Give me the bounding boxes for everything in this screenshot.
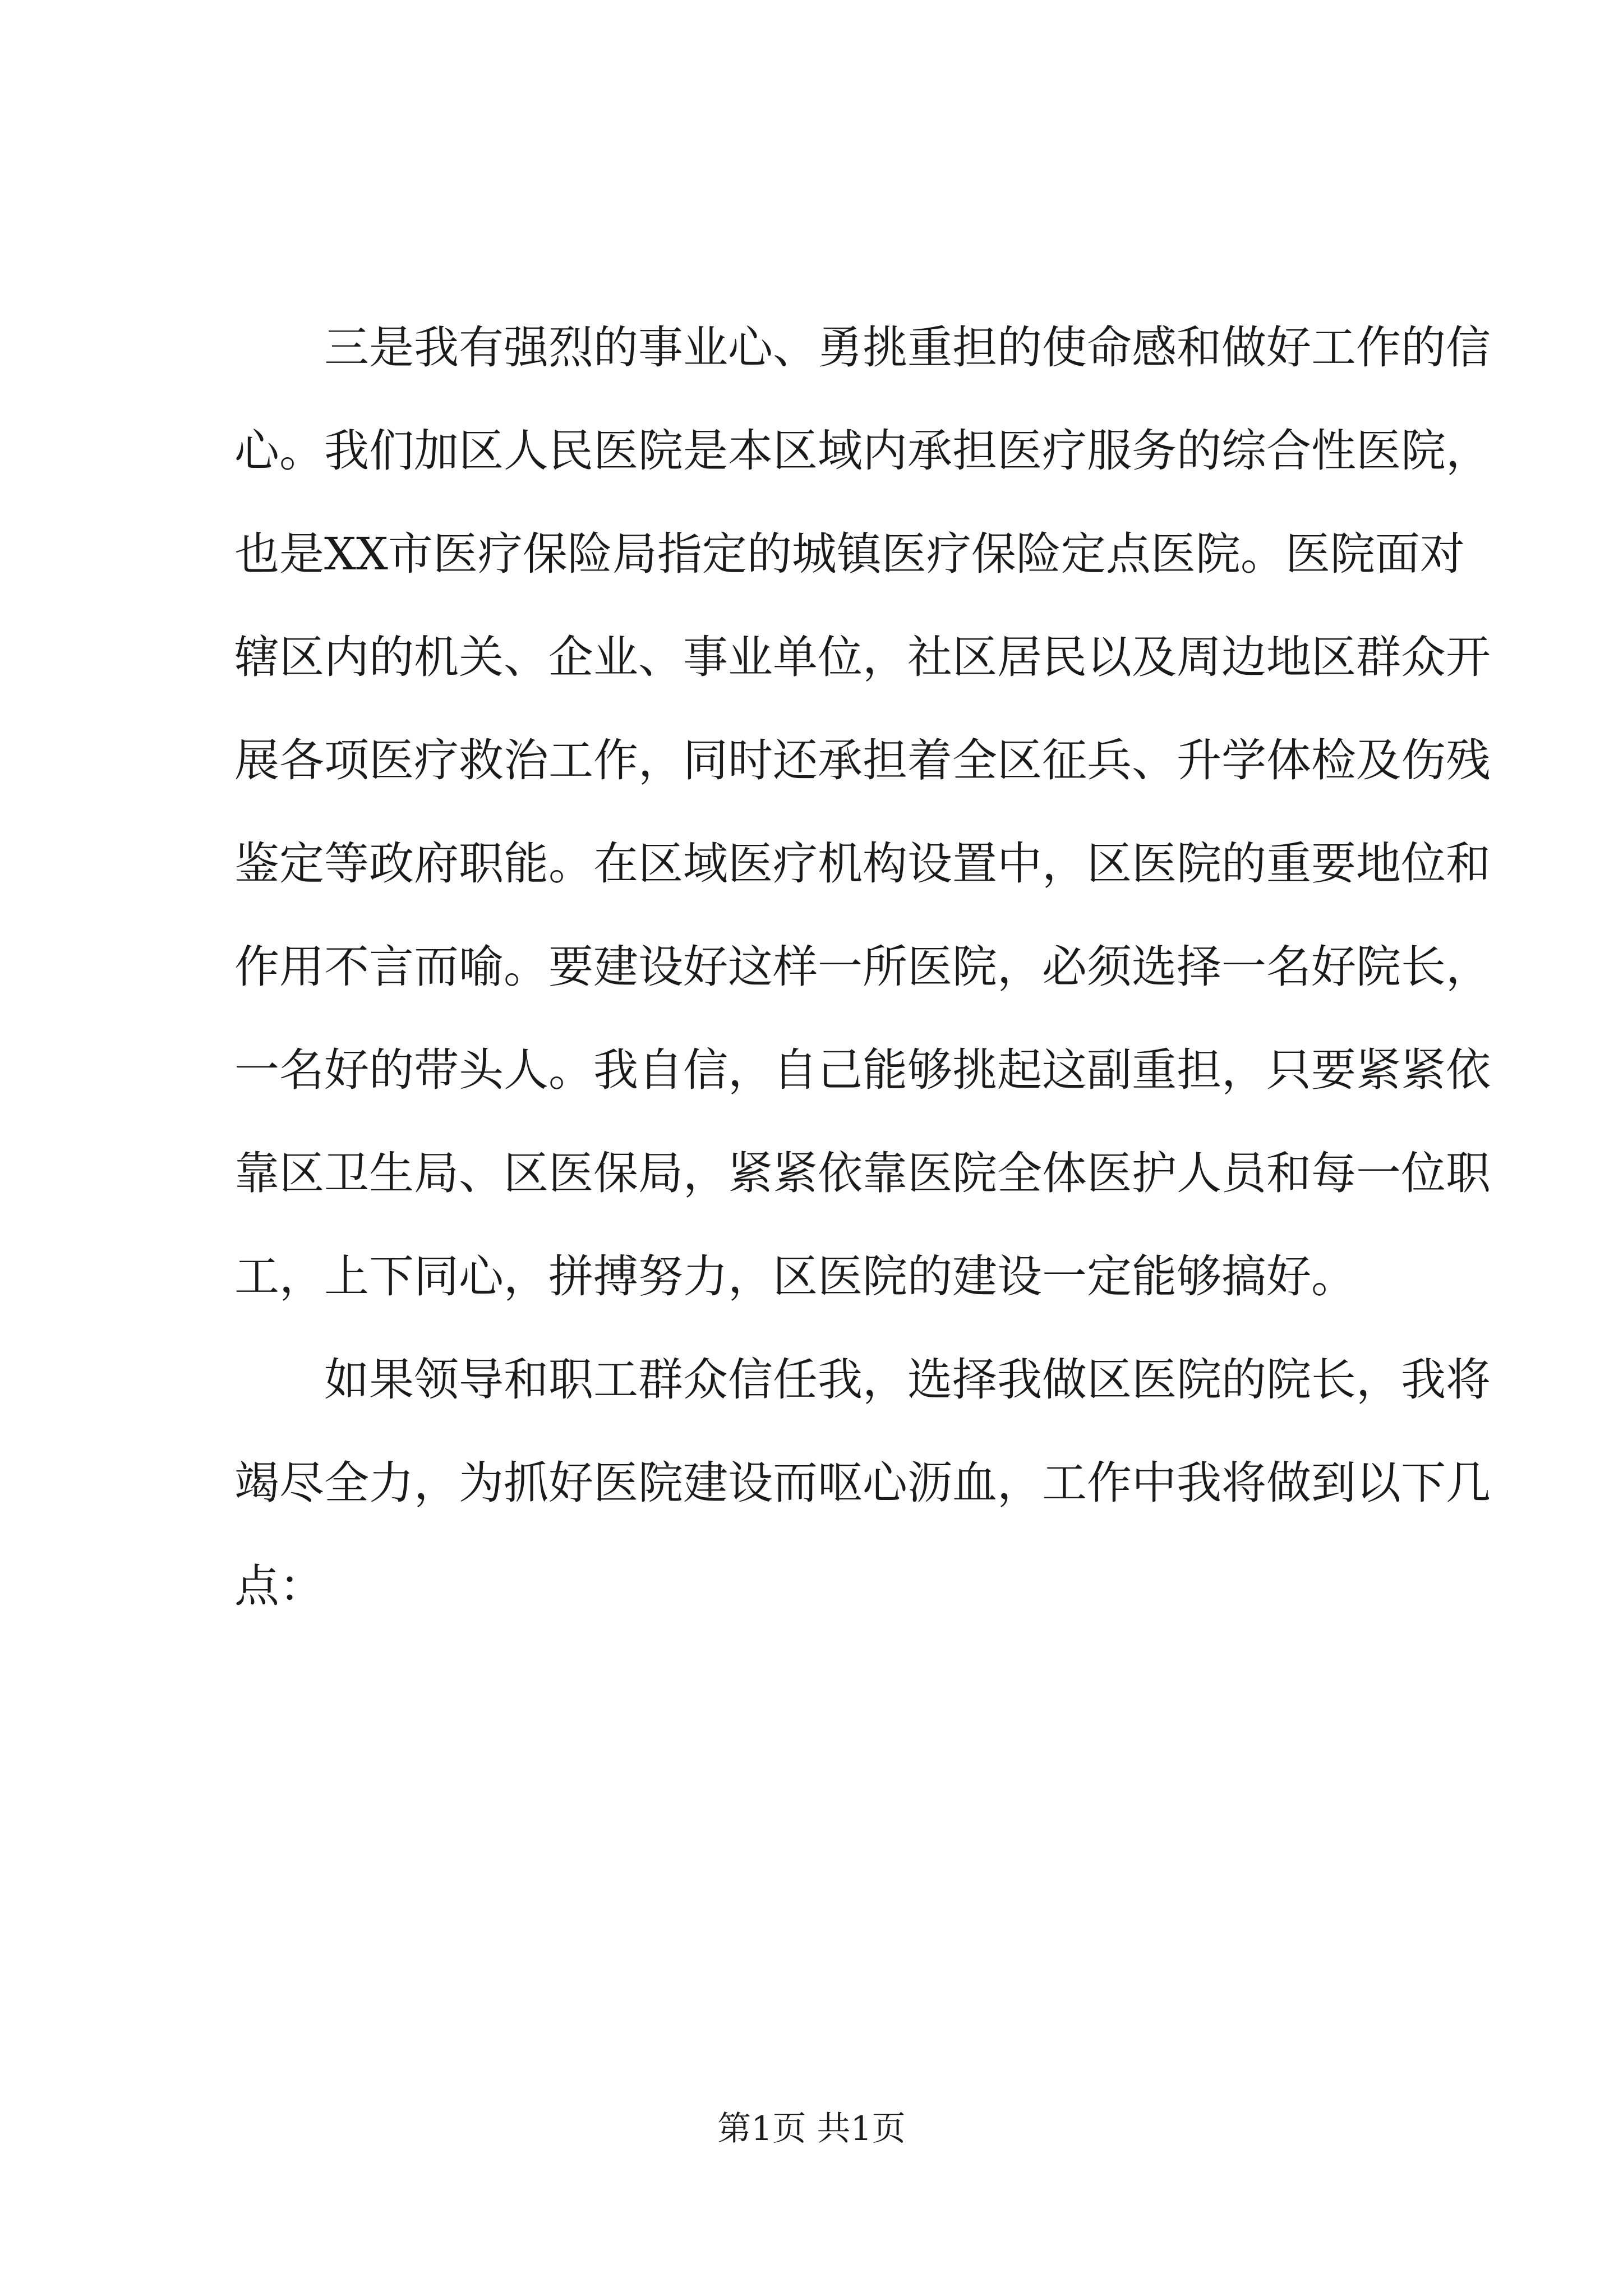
text-line: 展各项医疗救治工作，同时还承担着全区征兵、升学体检及伤残 bbox=[234, 734, 1491, 786]
text-line: 鉴定等政府职能。在区域医疗机构设置中，区医院的重要地位和 bbox=[234, 838, 1491, 890]
text-line: 工，上下同心，拼搏努力，区医院的建设一定能够搞好。 bbox=[234, 1250, 1356, 1303]
text-line: 也是XX市医疗保险局指定的城镇医疗保险定点医院。医院面对 bbox=[234, 528, 1465, 580]
page-footer bbox=[0, 2106, 1623, 2151]
page-number-label: 第1页 共1页 bbox=[717, 2109, 906, 2148]
text-line: 三是我有强烈的事业心、勇挑重担的使命感和做好工作的信 bbox=[324, 321, 1491, 374]
text-line: 如果领导和职工群众信任我，选择我做区医院的院长，我将 bbox=[324, 1354, 1491, 1406]
text-line: 心。我们加区人民医院是本区域内承担医疗服务的综合性医院， bbox=[234, 425, 1491, 477]
text-line: 竭尽全力，为抓好医院建设而呕心沥血，工作中我将做到以下几 bbox=[234, 1457, 1491, 1509]
text-line: 作用不言而喻。要建设好这样一所医院，必须选择一名好院长， bbox=[234, 941, 1491, 993]
text-line: 靠区卫生局、区医保局，紧紧依靠医院全体医护人员和每一位职 bbox=[234, 1147, 1491, 1199]
paragraph-1 bbox=[234, 297, 1491, 1329]
text-line: 点： bbox=[234, 1560, 324, 1612]
text-line: 辖区内的机关、企业、事业单位，社区居民以及周边地区群众开 bbox=[234, 631, 1491, 683]
document-body bbox=[234, 297, 1491, 1639]
text-line: 一名好的带头人。我自信，自己能够挑起这副重担，只要紧紧依 bbox=[234, 1044, 1491, 1096]
paragraph-2 bbox=[234, 1329, 1491, 1639]
